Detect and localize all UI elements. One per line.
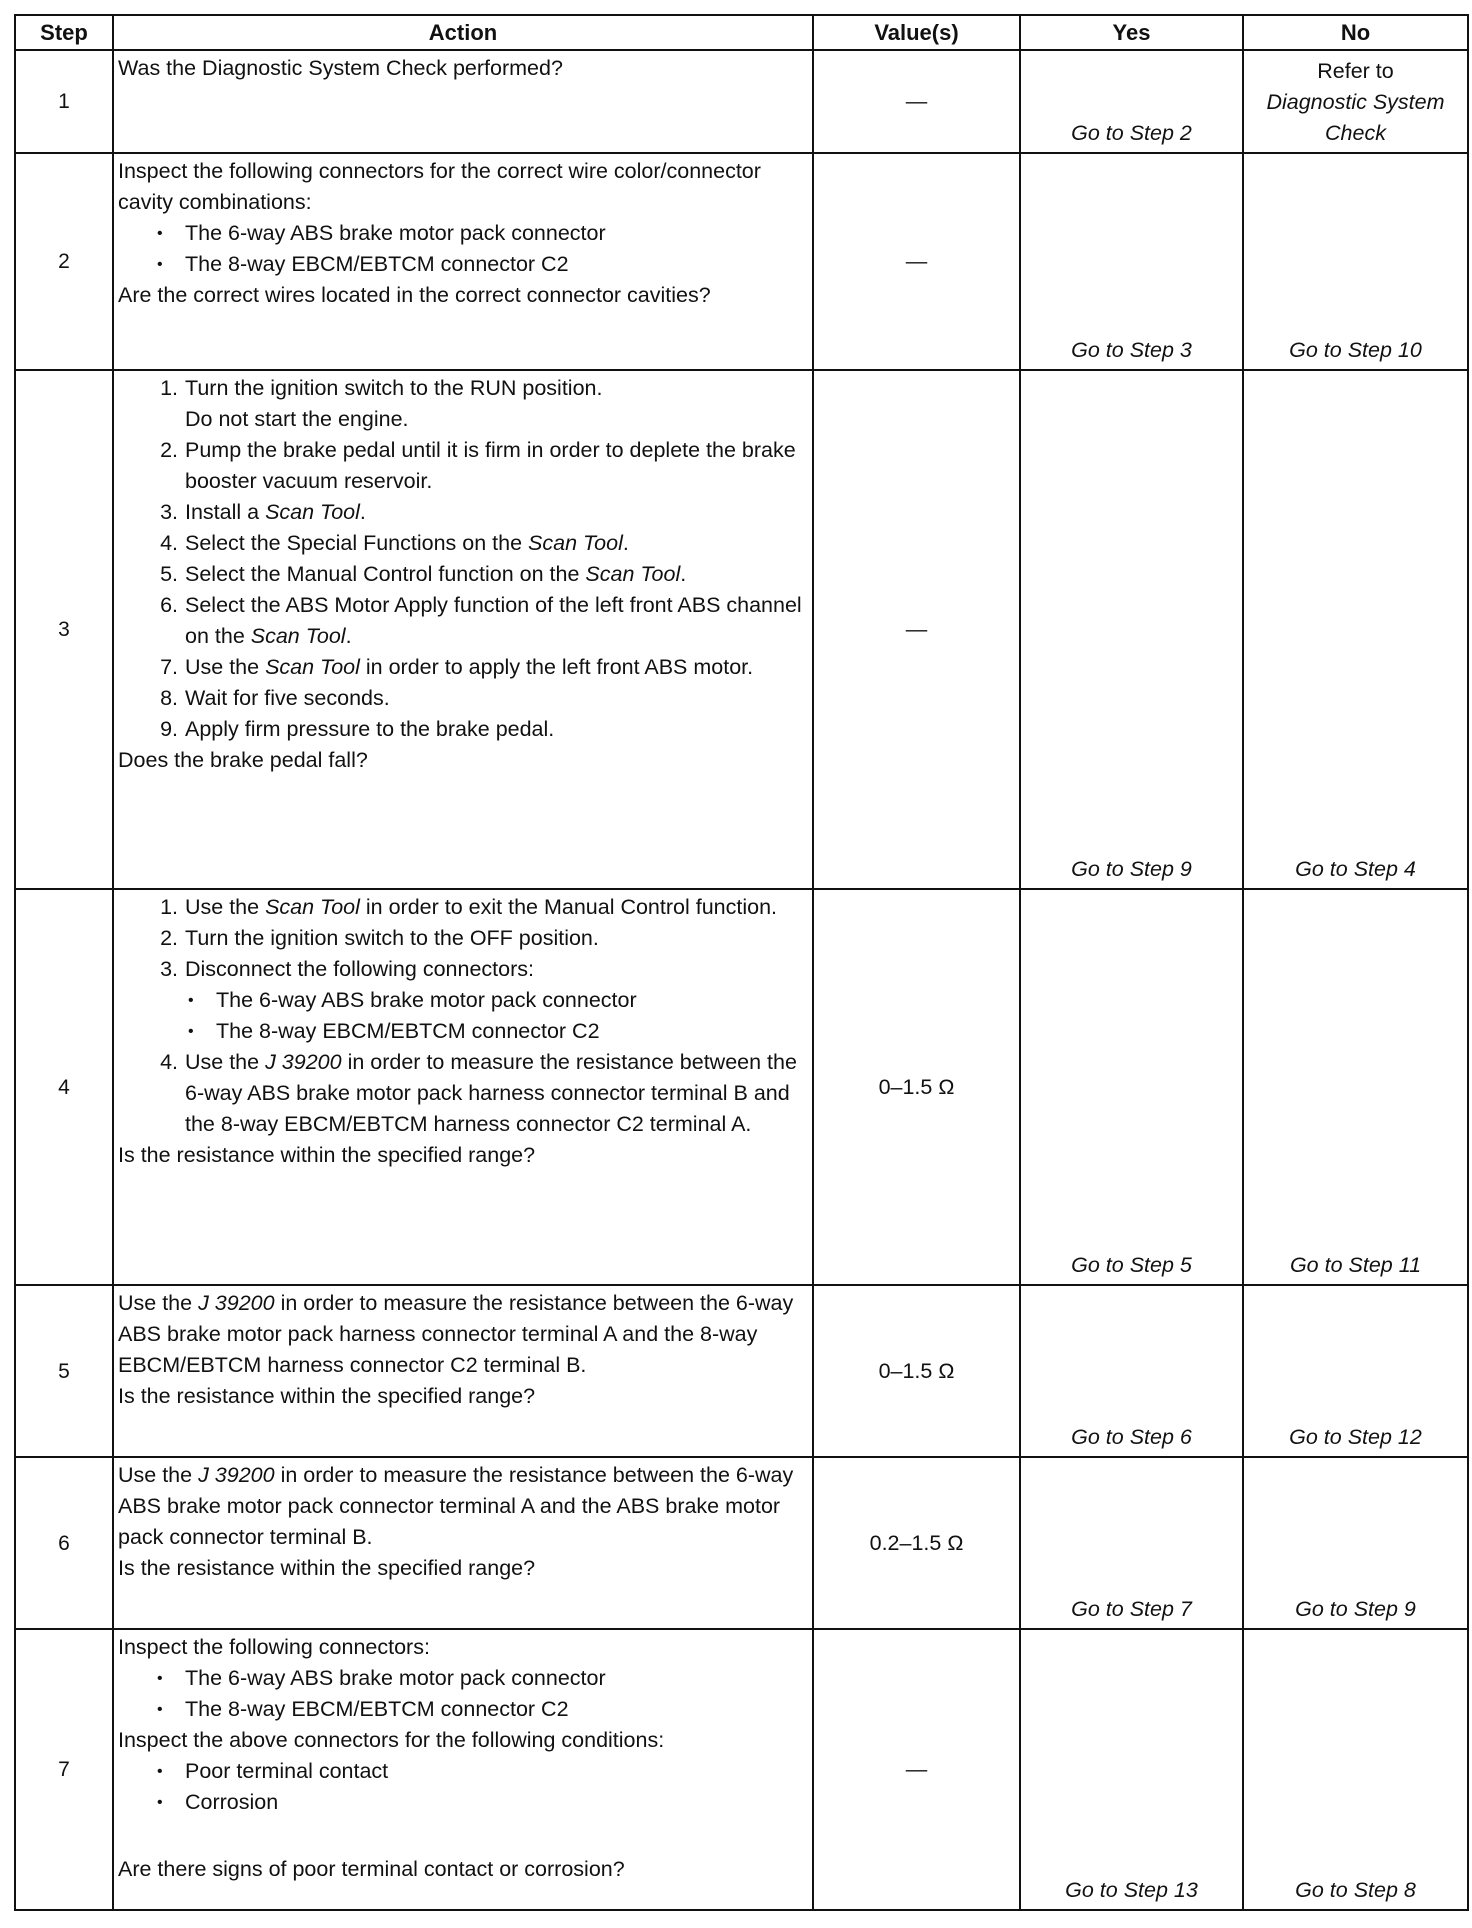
table-row	[15, 889, 1468, 1285]
list-item: 2. Turn the ignition switch to the OFF position.	[160, 926, 599, 950]
no-cell: Go to Step 12	[1243, 1285, 1468, 1457]
list-item: 8. Wait for five seconds.	[160, 686, 390, 710]
list-item: 4. Use the J 39200 in order to measure the resistance between the 6-way ABS brake motor pack harness connector terminal B and the 8-way EBCM/EBTCM harness connector C2 terminal A.	[160, 1050, 797, 1136]
list-item: 2. Pump the brake pedal until it is firm in order to deplete the brake booster vacuum reservoir.	[160, 438, 796, 493]
action-intro: Inspect the above connectors for the following conditions:	[118, 1728, 665, 1752]
table-row	[15, 1285, 1468, 1457]
action-cell	[113, 370, 813, 889]
action-question: Does the brake pedal fall?	[118, 748, 368, 772]
list-item: • Corrosion	[118, 1787, 808, 1818]
list-item: 1. Turn the ignition switch to the RUN position. Do not start the engine.	[160, 376, 603, 431]
step-number: 6	[15, 1457, 113, 1629]
list-item: 3. Install a Scan Tool.	[160, 500, 366, 524]
table-row	[15, 50, 1468, 153]
condition-list	[118, 1756, 808, 1818]
table-row	[15, 153, 1468, 370]
step-number: 7	[15, 1629, 113, 1910]
action-question: Are there signs of poor terminal contact or corrosion?	[118, 1857, 625, 1881]
list-item: • The 6-way ABS brake motor pack connector	[118, 985, 808, 1016]
action-question: Is the resistance within the specified range?	[118, 1143, 536, 1167]
yes-cell: Go to Step 9	[1020, 370, 1243, 889]
table-row	[15, 370, 1468, 889]
header-row	[15, 15, 1468, 50]
connector-list	[118, 218, 808, 280]
list-item: 5. Select the Manual Control function on the Scan Tool.	[160, 562, 687, 586]
action-question: Was the Diagnostic System Check performed?	[118, 56, 563, 80]
step-number: 4	[15, 889, 113, 1285]
no-cell: Go to Step 10	[1243, 153, 1468, 370]
action-question: Is the resistance within the specified range?	[118, 1384, 536, 1408]
action-text: Use the J 39200 in order to measure the resistance between the 6-way ABS brake motor pack connector terminal A and the ABS brake motor pack connector terminal B.	[118, 1463, 794, 1549]
yes-cell: Go to Step 3	[1020, 153, 1243, 370]
no-link: Diagnostic System Check	[1266, 90, 1445, 145]
diagnostic-table	[14, 14, 1469, 1911]
value-cell: 0.2–1.5 Ω	[813, 1457, 1020, 1629]
value-cell: 0–1.5 Ω	[813, 1285, 1020, 1457]
list-item: 7. Use the Scan Tool in order to apply the left front ABS motor.	[160, 655, 754, 679]
step-number: 3	[15, 370, 113, 889]
procedure-list	[118, 892, 808, 985]
header-action: Action	[113, 15, 813, 50]
value-cell: —	[813, 50, 1020, 153]
procedure-list	[118, 373, 808, 745]
procedure-list	[118, 1047, 808, 1140]
diagnostic-table-page	[14, 14, 1469, 1911]
value-cell: —	[813, 1629, 1020, 1910]
no-cell: Go to Step 11	[1243, 889, 1468, 1285]
value-cell: —	[813, 370, 1020, 889]
yes-cell: Go to Step 2	[1020, 50, 1243, 153]
action-intro: Inspect the following connectors:	[118, 1635, 430, 1659]
list-item: 3. Disconnect the following connectors:	[160, 957, 534, 981]
action-question: Is the resistance within the specified range?	[118, 1556, 536, 1580]
no-cell	[1243, 50, 1468, 153]
connector-list	[118, 1663, 808, 1725]
list-item: 9. Apply firm pressure to the brake pedal.	[160, 717, 555, 741]
action-intro: Inspect the following connectors for the correct wire color/connector cavity combinations:	[118, 159, 761, 214]
yes-cell: Go to Step 5	[1020, 889, 1243, 1285]
list-item: • The 8-way EBCM/EBTCM connector C2	[118, 1016, 808, 1047]
table-row	[15, 1457, 1468, 1629]
action-cell	[113, 1457, 813, 1629]
action-cell	[113, 1285, 813, 1457]
header-step: Step	[15, 15, 113, 50]
yes-cell: Go to Step 6	[1020, 1285, 1243, 1457]
header-yes: Yes	[1020, 15, 1243, 50]
action-cell	[113, 153, 813, 370]
step-number: 1	[15, 50, 113, 153]
no-cell: Go to Step 9	[1243, 1457, 1468, 1629]
header-values: Value(s)	[813, 15, 1020, 50]
action-question: Are the correct wires located in the correct connector cavities?	[118, 283, 711, 307]
list-item: • The 8-way EBCM/EBTCM connector C2	[118, 1694, 808, 1725]
action-cell	[113, 1629, 813, 1910]
list-item: 1. Use the Scan Tool in order to exit the Manual Control function.	[160, 895, 778, 919]
table-row	[15, 1629, 1468, 1910]
action-cell	[113, 50, 813, 153]
no-cell: Go to Step 8	[1243, 1629, 1468, 1910]
value-cell: 0–1.5 Ω	[813, 889, 1020, 1285]
header-no: No	[1243, 15, 1468, 50]
list-item: 6. Select the ABS Motor Apply function of the left front ABS channel on the Scan Tool.	[160, 593, 802, 648]
list-item: 4. Select the Special Functions on the Scan Tool.	[160, 531, 629, 555]
step-number: 5	[15, 1285, 113, 1457]
no-refer-text: Refer to	[1317, 59, 1394, 83]
list-item: • The 6-way ABS brake motor pack connector	[118, 1663, 808, 1694]
action-cell	[113, 889, 813, 1285]
yes-cell: Go to Step 7	[1020, 1457, 1243, 1629]
list-item: • The 6-way ABS brake motor pack connector	[118, 218, 808, 249]
yes-cell: Go to Step 13	[1020, 1629, 1243, 1910]
list-item: • The 8-way EBCM/EBTCM connector C2	[118, 249, 808, 280]
action-text: Use the J 39200 in order to measure the resistance between the 6-way ABS brake motor pack harness connector terminal A and the 8-way EBCM/EBTCM harness connector C2 terminal B.	[118, 1291, 794, 1377]
no-cell: Go to Step 4	[1243, 370, 1468, 889]
list-item: • Poor terminal contact	[118, 1756, 808, 1787]
value-cell: —	[813, 153, 1020, 370]
step-number: 2	[15, 153, 113, 370]
connector-list	[118, 985, 808, 1047]
